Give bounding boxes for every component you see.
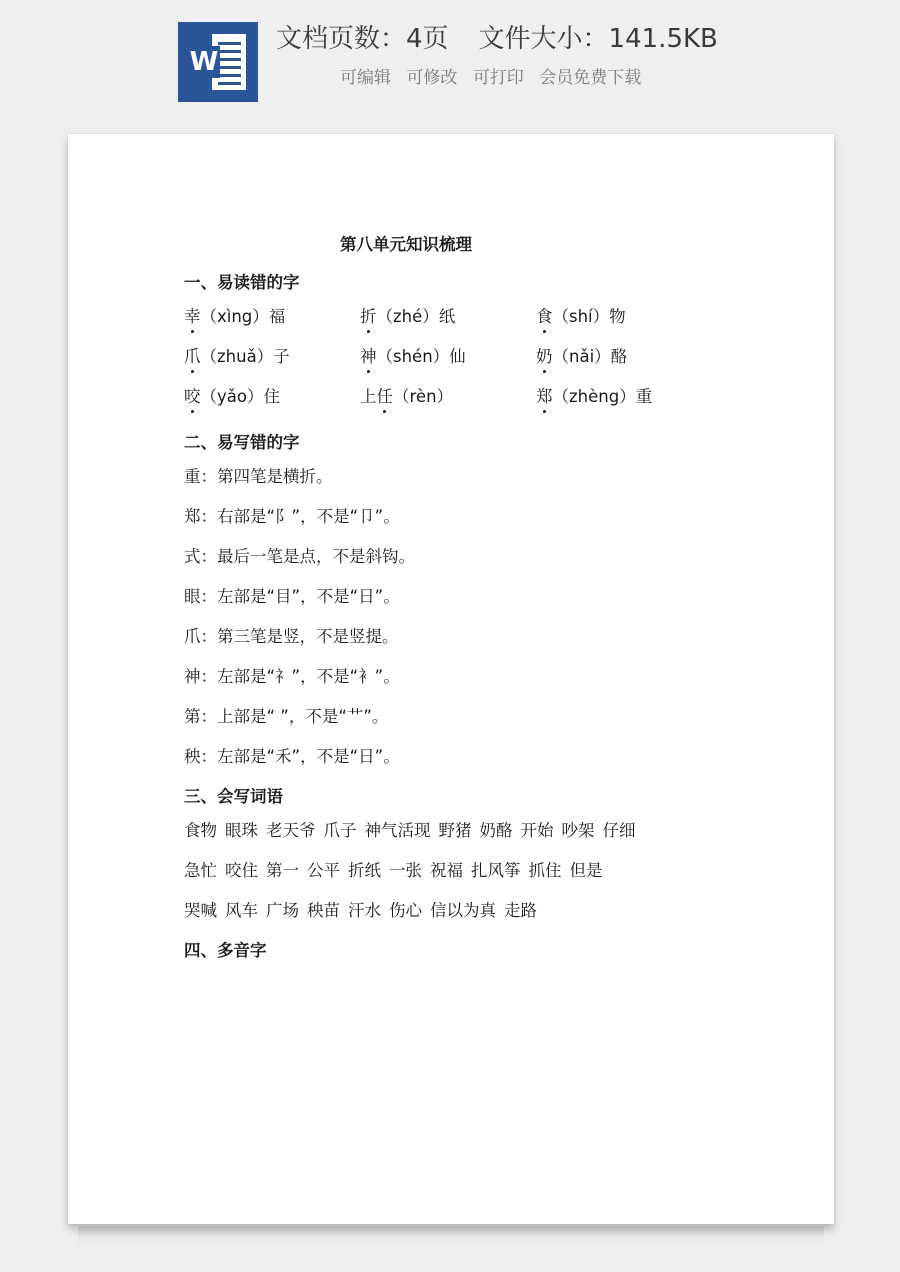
vocabulary-word: 奶酪 [479,821,513,840]
feature-free-download: 会员免费下载 [539,68,642,88]
character-note: 眼：左部是“目”，不是“日”。 [184,587,400,606]
section-heading-vocabulary: 三、会写词语 [184,787,283,806]
vocabulary-word: 汗水 [348,901,381,920]
character-note: 郑：右部是“阝”，不是“卩”。 [184,507,400,526]
section-heading-misread: 一、易读错的字 [184,273,300,292]
vocabulary-row [184,898,744,938]
document-content [184,232,744,972]
vocabulary-word: 伤心 [389,901,422,920]
character-note: 第：上部是“ ”，不是“艹”。 [184,707,389,726]
vocabulary-word: 一张 [389,861,422,880]
pinyin-entry: 食（shí）物 [536,304,712,330]
feature-printable: 可打印 [472,68,524,88]
vocabulary-word: 食物 [184,821,217,840]
page-count-label: 文档页数：4页 [276,24,449,54]
vocabulary-word: 折纸 [348,861,381,880]
vocabulary-row [184,858,744,898]
character-note: 式：最后一笔是点，不是斜钩。 [184,547,415,566]
vocabulary-word: 第一 [266,861,299,880]
character-note: 神：左部是“礻”，不是“衤”。 [184,667,400,686]
pinyin-entry: 幸（xìng）福 [184,304,360,330]
pinyin-row [184,384,744,424]
vocabulary-word: 急忙 [184,861,217,880]
feature-editable: 可编辑 [340,68,391,88]
vocabulary-word: 仔细 [602,821,636,840]
character-note: 秧：左部是“禾”，不是“日”。 [184,747,400,766]
vocabulary-word: 爪子 [323,821,357,840]
feature-list [340,66,651,90]
pinyin-entry: 神（shén）仙 [360,344,536,370]
vocabulary-word: 神气活现 [364,821,431,840]
pinyin-entry: 折（zhé）纸 [360,304,536,330]
word-document-icon [178,22,258,102]
file-info-line [276,22,718,56]
pinyin-entry: 咬（yǎo）住 [184,384,360,410]
section-heading-miswritten: 二、易写错的字 [184,433,300,452]
vocabulary-word: 开始 [520,821,554,840]
word-letter-icon: W [189,47,219,77]
vocabulary-word: 野猪 [438,821,472,840]
pinyin-grid [184,304,744,424]
pinyin-entry: 郑（zhèng）重 [536,384,712,410]
pinyin-row [184,304,744,344]
vocabulary-word: 抓住 [528,861,562,880]
character-note: 爪：第三笔是竖，不是竖提。 [184,627,399,646]
vocabulary-word: 吵架 [561,821,595,840]
vocabulary-word: 走路 [504,901,537,920]
vocabulary-word: 公平 [307,861,340,880]
vocabulary-word: 风车 [225,901,258,920]
vocabulary-word: 老天爷 [266,821,316,840]
pinyin-entry: 奶（nǎi）酪 [536,344,712,370]
character-note: 重：第四笔是横折。 [184,467,333,486]
pinyin-entry: 上任（rèn） [360,384,536,410]
vocabulary-word: 眼珠 [225,821,258,840]
pinyin-row [184,344,744,384]
vocabulary-row [184,818,744,858]
vocabulary-word: 咬住 [225,861,258,880]
vocabulary-word: 但是 [569,861,603,880]
page-shadow [78,1226,824,1246]
vocabulary-word: 哭喊 [184,901,217,920]
vocabulary-word: 信以为真 [430,901,496,920]
document-page [68,134,834,1224]
pinyin-entry: 爪（zhuǎ）子 [184,344,360,370]
document-title: 第八单元知识梳理 [340,235,472,254]
file-size-label: 文件大小：141.5KB [478,24,718,54]
section-heading-polyphonic: 四、多音字 [184,941,267,960]
vocabulary-word: 祝福 [430,861,463,880]
vocabulary-word: 秧苗 [307,901,340,920]
feature-modifiable: 可修改 [406,68,458,88]
vocabulary-word: 广场 [266,901,299,920]
vocabulary-word: 扎风筝 [471,861,521,880]
